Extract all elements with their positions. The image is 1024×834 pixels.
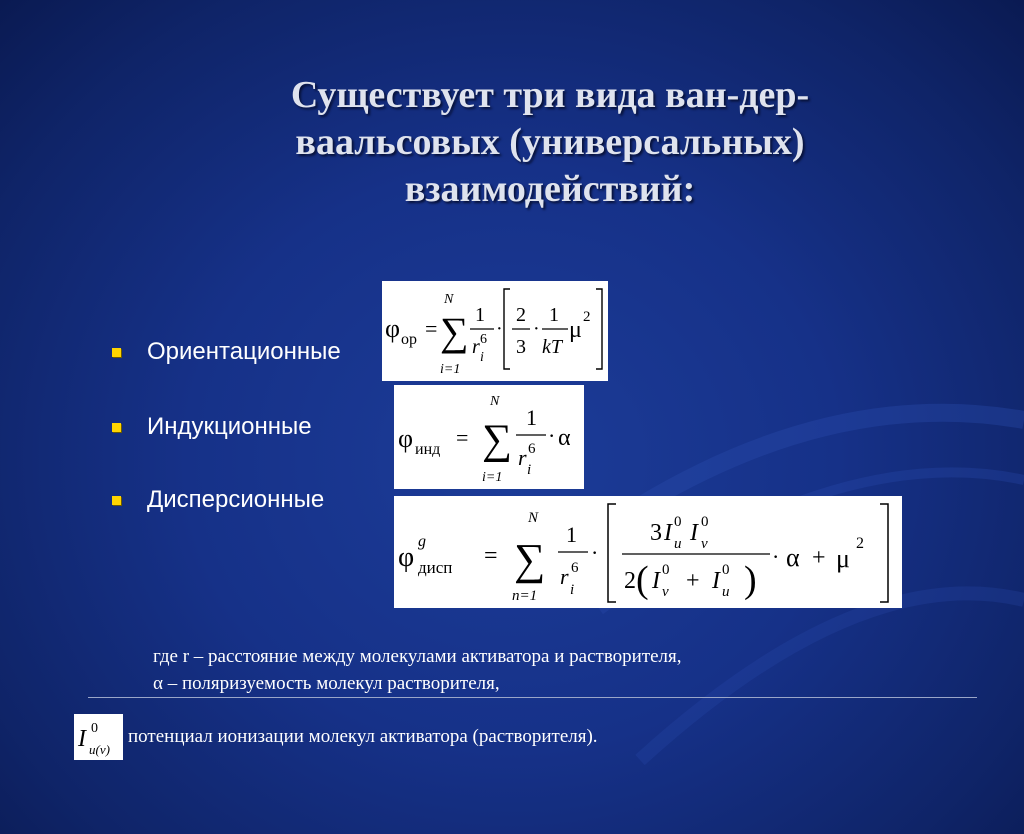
I-symbol: I	[690, 520, 698, 546]
phi-superscript: g	[418, 533, 426, 550]
r-symbol: r	[472, 336, 480, 358]
numerator-coefficient: 3	[650, 520, 662, 546]
slide-title	[240, 72, 860, 213]
phi-symbol: φ	[385, 314, 401, 343]
r-superscript: 6	[528, 441, 536, 457]
fraction-denominator: 3	[516, 336, 526, 358]
right-paren: )	[744, 559, 757, 601]
phi-symbol: φ	[398, 424, 414, 453]
fraction-numerator: 1	[526, 405, 537, 430]
sum-sign: ∑	[482, 417, 512, 463]
sum-lower-limit: i=1	[482, 470, 503, 485]
note-line-polarizability: α – поляризуемость молекул растворителя,	[153, 673, 500, 694]
r-symbol: r	[560, 564, 569, 589]
alpha-symbol: α	[786, 543, 800, 572]
bullet-orientation	[112, 338, 341, 366]
equals-sign: =	[456, 425, 469, 450]
phi-subscript: инд	[415, 441, 441, 458]
sum-upper-limit: N	[444, 292, 454, 307]
equals-sign: =	[425, 316, 438, 341]
sum-lower-limit: i=1	[440, 362, 461, 377]
I-subscript: u	[722, 584, 730, 600]
fraction-numerator: 1	[549, 304, 559, 326]
I-superscript: 0	[674, 514, 682, 530]
mu-superscript: 2	[583, 309, 591, 325]
I-subscript: u(v)	[89, 742, 110, 757]
sum-sign: ∑	[440, 309, 469, 354]
fraction-numerator: 2	[516, 304, 526, 326]
bullet-square-icon	[112, 496, 121, 505]
phi-symbol: φ	[398, 542, 415, 573]
note-line-distance: где r – расстояние между молекулами активатора и растворителя,	[153, 646, 682, 667]
fraction-denominator: kT	[542, 336, 562, 358]
I-superscript: 0	[91, 721, 98, 736]
I-symbol: I	[664, 520, 672, 546]
multiply-dot: ·	[496, 318, 503, 340]
multiply-dot: ·	[772, 544, 780, 569]
sum-upper-limit: N	[528, 510, 539, 526]
fraction-numerator: 1	[566, 522, 577, 547]
r-subscript: i	[570, 582, 575, 598]
plus-sign: +	[686, 568, 700, 594]
plus-sign: +	[812, 545, 826, 571]
mu-superscript: 2	[856, 535, 864, 552]
I-subscript: v	[701, 536, 708, 552]
title-line-2: ваальсовых (универсальных)	[295, 121, 805, 163]
I-superscript: 0	[662, 562, 670, 578]
bullet-label: Ориентационные	[147, 338, 341, 365]
sum-lower-limit: n=1	[512, 588, 538, 604]
r-superscript: 6	[480, 332, 487, 347]
bullet-label: Индукционные	[147, 413, 312, 440]
left-paren: (	[636, 559, 649, 601]
title-line-1: Существует три вида ван-дер-	[290, 74, 810, 116]
title-line-3: взаимодействий:	[404, 168, 696, 210]
sum-upper-limit: N	[490, 394, 500, 409]
bullet-square-icon	[112, 348, 121, 357]
denominator-coefficient: 2	[624, 568, 636, 594]
equals-sign: =	[484, 543, 498, 569]
fraction-numerator: 1	[475, 304, 485, 326]
phi-subscript: ор	[401, 331, 417, 348]
I-superscript: 0	[701, 514, 709, 530]
bullet-square-icon	[112, 423, 121, 432]
I-subscript: v	[662, 584, 669, 600]
multiply-dot: ·	[591, 540, 599, 565]
r-superscript: 6	[571, 560, 579, 576]
formula-orientation	[382, 281, 608, 381]
alpha-symbol: α	[558, 425, 571, 451]
formula-ionization	[74, 714, 123, 760]
I-symbol: I	[78, 726, 86, 752]
I-subscript: u	[674, 536, 682, 552]
I-superscript: 0	[722, 562, 730, 578]
r-symbol: r	[518, 445, 527, 470]
mu-symbol: μ	[836, 544, 850, 573]
bullet-dispersion	[112, 486, 324, 514]
r-subscript: i	[480, 350, 484, 365]
formula-dispersion	[394, 496, 902, 608]
r-subscript: i	[527, 462, 532, 478]
bullet-label: Дисперсионные	[147, 486, 325, 513]
I-symbol: I	[712, 568, 720, 594]
phi-subscript: дисп	[418, 558, 453, 577]
bullet-induction	[112, 413, 312, 441]
mu-symbol: μ	[569, 317, 582, 343]
formula-induction	[394, 385, 584, 489]
multiply-dot: ·	[548, 423, 556, 448]
footnote-divider	[88, 697, 977, 698]
I-symbol: I	[652, 568, 660, 594]
multiply-dot: ·	[533, 318, 540, 340]
sum-sign: ∑	[514, 535, 546, 584]
note-ionization-potential: потенциал ионизации молекул активатора (растворителя).	[128, 726, 598, 747]
